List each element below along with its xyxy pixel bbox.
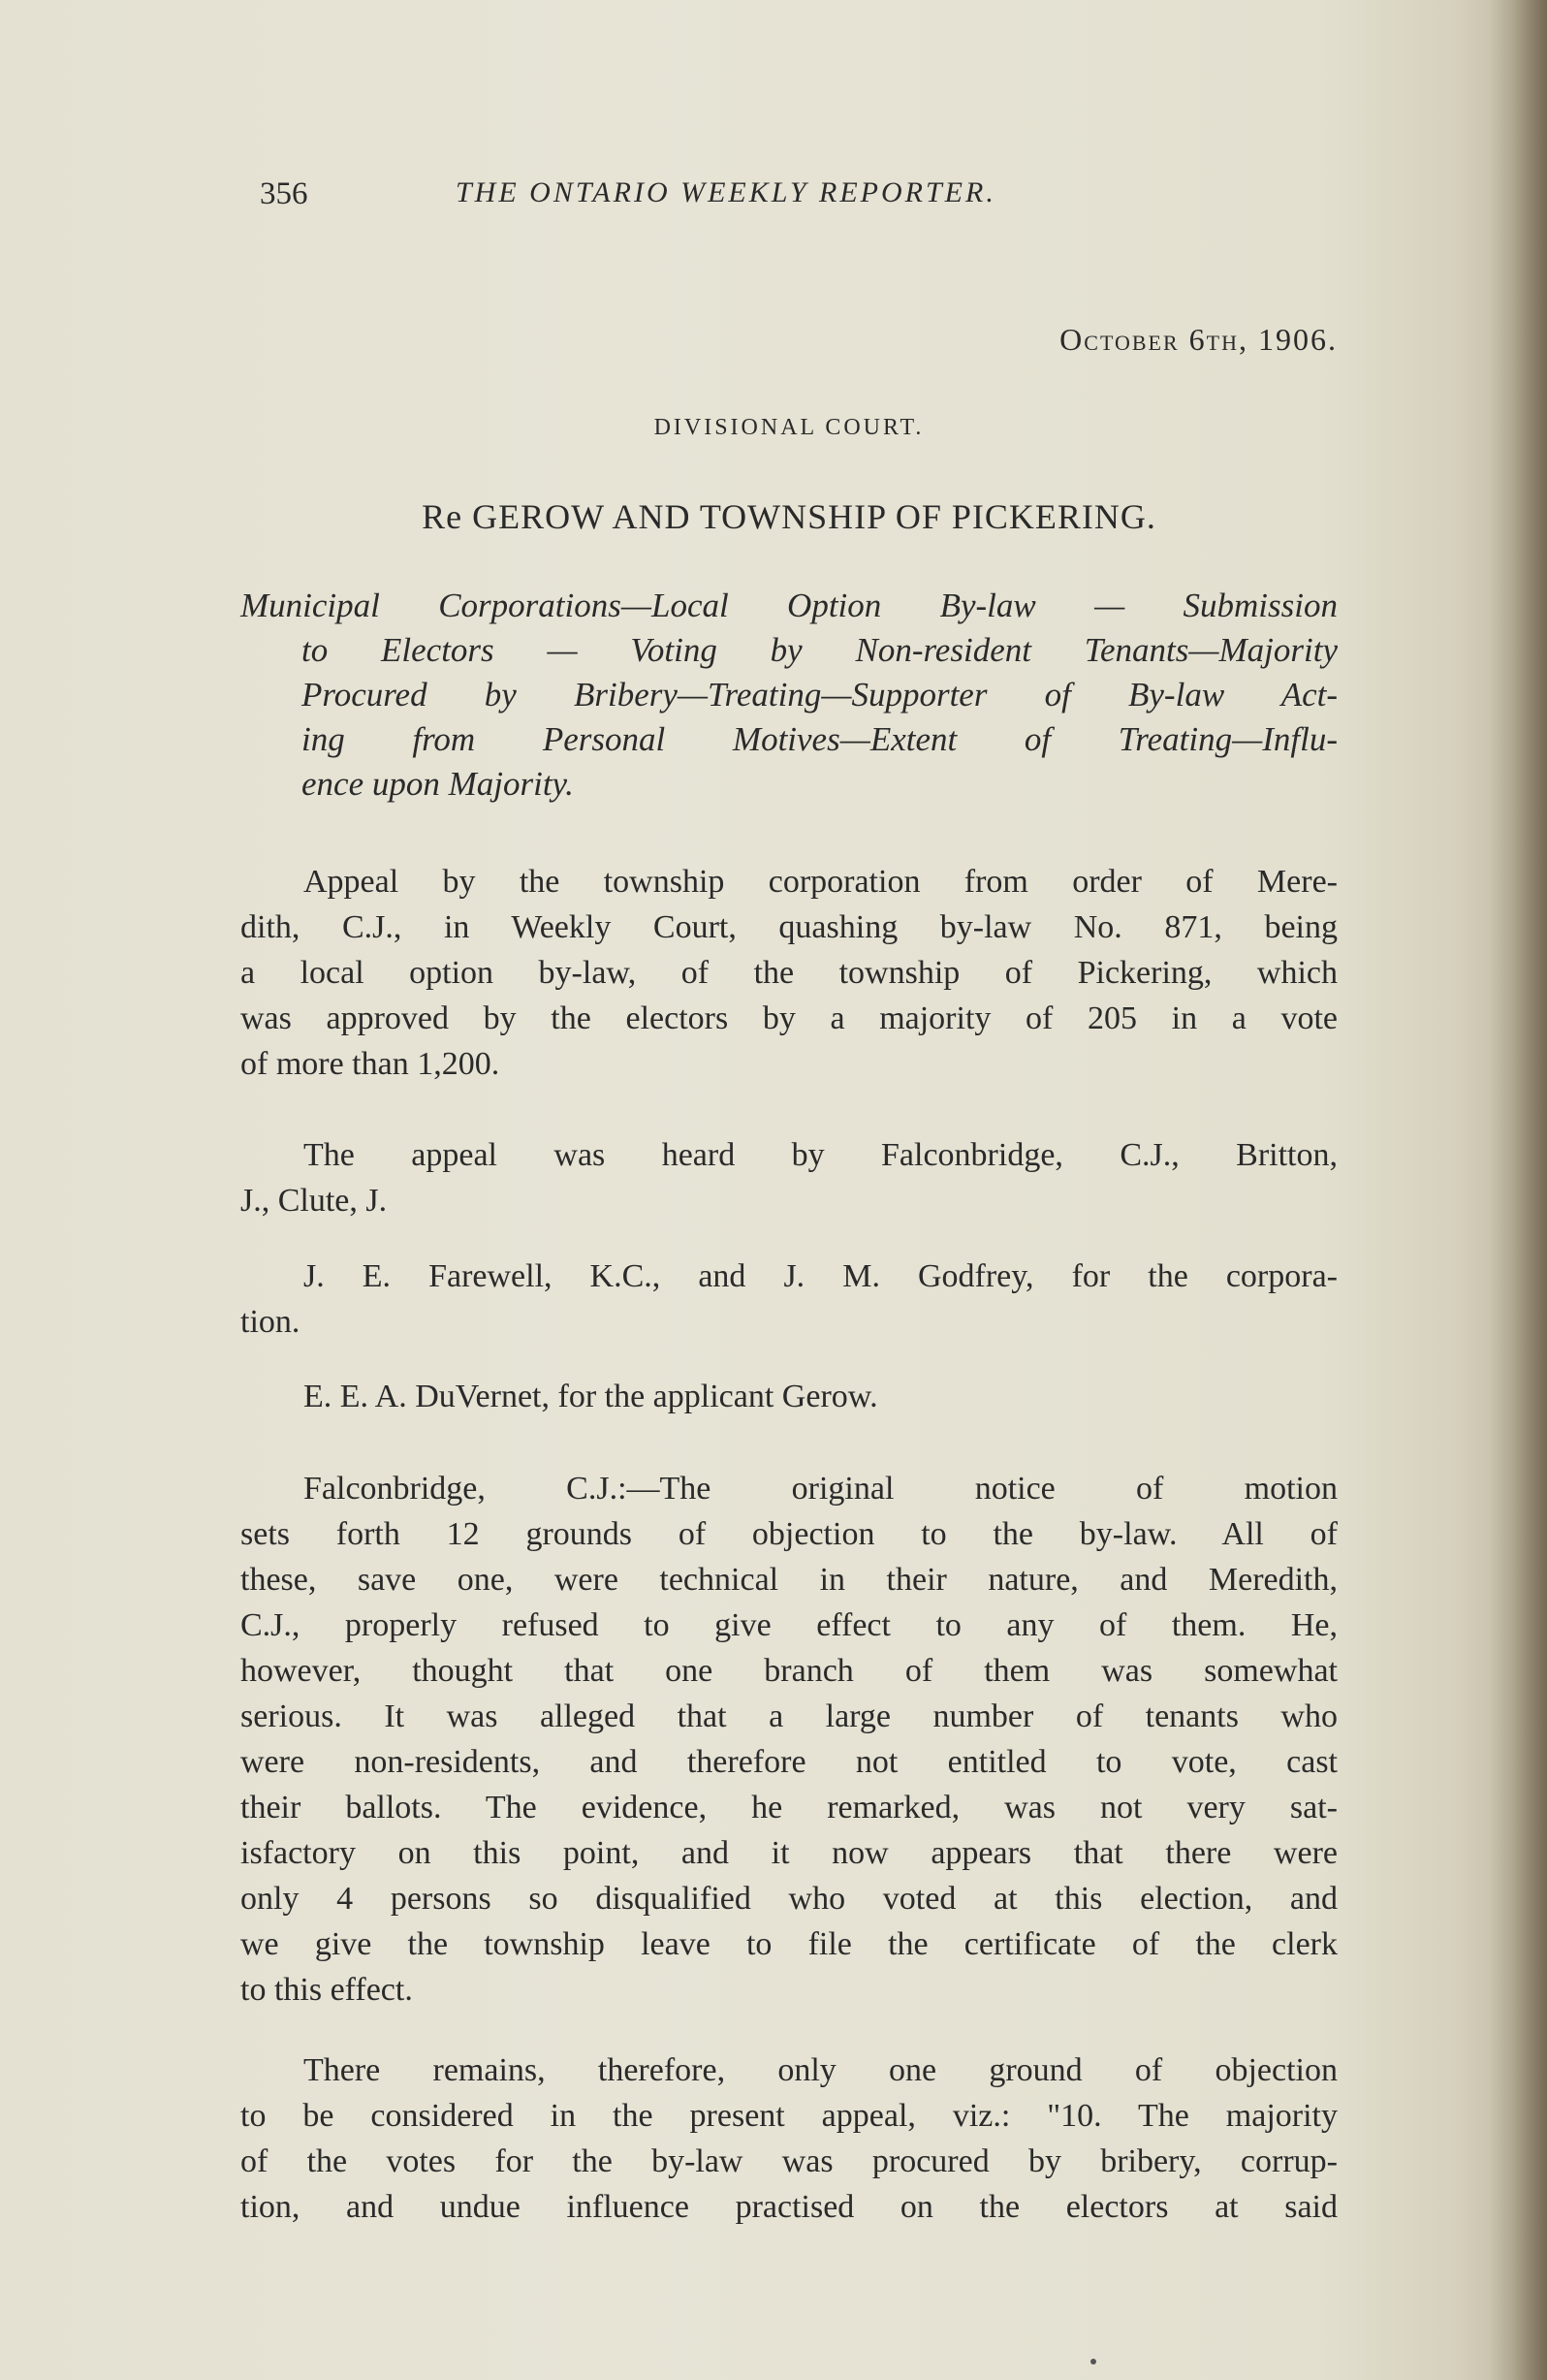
- paragraph-line: serious. It was alleged that a large number of tenants who: [240, 1698, 1338, 1734]
- paragraph-appeal: [240, 859, 1338, 1087]
- paragraph-counsel-corporation: [240, 1253, 1338, 1345]
- journal-title: THE ONTARIO WEEKLY REPORTER.: [456, 176, 996, 208]
- print-speck: [1090, 2359, 1096, 2364]
- headnote-line: to Electors — Voting by Non-resident Tenants—Majority: [301, 631, 1338, 669]
- headnote-line: Municipal Corporations—Local Option By-law — Submission: [240, 587, 1338, 624]
- paragraph-line: isfactory on this point, and it now appears that there were: [240, 1835, 1338, 1871]
- paragraph-line: their ballots. The evidence, he remarked, was not very sat-: [240, 1790, 1338, 1825]
- paragraph-line: to this effect.: [240, 1972, 413, 2008]
- paragraph-line: E. E. A. DuVernet, for the applicant Gerow.: [303, 1379, 878, 1414]
- running-head: [240, 176, 1338, 225]
- paragraph-line: The appeal was heard by Falconbridge, C.J., Britton,: [303, 1137, 1338, 1173]
- paragraph-line: of the votes for the by-law was procured by bribery, corrup-: [240, 2143, 1338, 2179]
- paragraph-line: tion.: [240, 1304, 300, 1340]
- paragraph-line: of more than 1,200.: [240, 1046, 500, 1082]
- paragraph-line: a local option by-law, of the township of Pickering, which: [240, 955, 1338, 991]
- page-binding-edge: [1489, 0, 1547, 2380]
- paragraph-line: were non-residents, and therefore not entitled to vote, cast: [240, 1744, 1338, 1780]
- headnote-line: ing from Personal Motives—Extent of Treating—Influ-: [301, 720, 1338, 758]
- paragraph-line: There remains, therefore, only one ground of objection: [303, 2052, 1338, 2088]
- paragraph-line: we give the township leave to file the certificate of the clerk: [240, 1926, 1338, 1962]
- page-number: 356: [260, 176, 308, 211]
- case-title: Re GEROW AND TOWNSHIP OF PICKERING.: [422, 497, 1156, 536]
- paragraph-remains: [240, 2047, 1338, 2230]
- paragraph-line: these, save one, were technical in their nature, and Meredith,: [240, 1562, 1338, 1598]
- paragraph-line: tion, and undue influence practised on the electors at said: [240, 2189, 1338, 2225]
- paragraph-counsel-applicant: [240, 1374, 1338, 1419]
- paragraph-line: sets forth 12 grounds of objection to the by-law. All of: [240, 1516, 1338, 1552]
- headnote-line: ence upon Majority.: [301, 765, 574, 803]
- court-name: DIVISIONAL COURT.: [653, 415, 925, 440]
- paragraph-line: J. E. Farewell, K.C., and J. M. Godfrey, for the corpora-: [303, 1258, 1338, 1294]
- paragraph-line: however, thought that one branch of them was somewhat: [240, 1653, 1338, 1689]
- paragraph-line: Falconbridge, C.J.:—The original notice of motion: [303, 1471, 1338, 1507]
- paragraph-line: to be considered in the present appeal, viz.: "10. The majority: [240, 2098, 1338, 2134]
- decision-date: October 6th, 1906.: [1059, 322, 1338, 357]
- paragraph-line: J., Clute, J.: [240, 1183, 388, 1219]
- paragraph-line: only 4 persons so disqualified who voted at this election, and: [240, 1881, 1338, 1917]
- headnote: [240, 584, 1338, 807]
- paragraph-line: Appeal by the township corporation from order of Mere-: [303, 864, 1338, 900]
- headnote-line: Procured by Bribery—Treating—Supporter of By-law Act-: [301, 676, 1338, 714]
- paragraph-heard: [240, 1132, 1338, 1223]
- paragraph-judgment: [240, 1466, 1338, 2013]
- paragraph-line: C.J., properly refused to give effect to any of them. He,: [240, 1607, 1338, 1643]
- paragraph-line: was approved by the electors by a majority of 205 in a vote: [240, 1000, 1338, 1036]
- paragraph-line: dith, C.J., in Weekly Court, quashing by-law No. 871, being: [240, 909, 1338, 945]
